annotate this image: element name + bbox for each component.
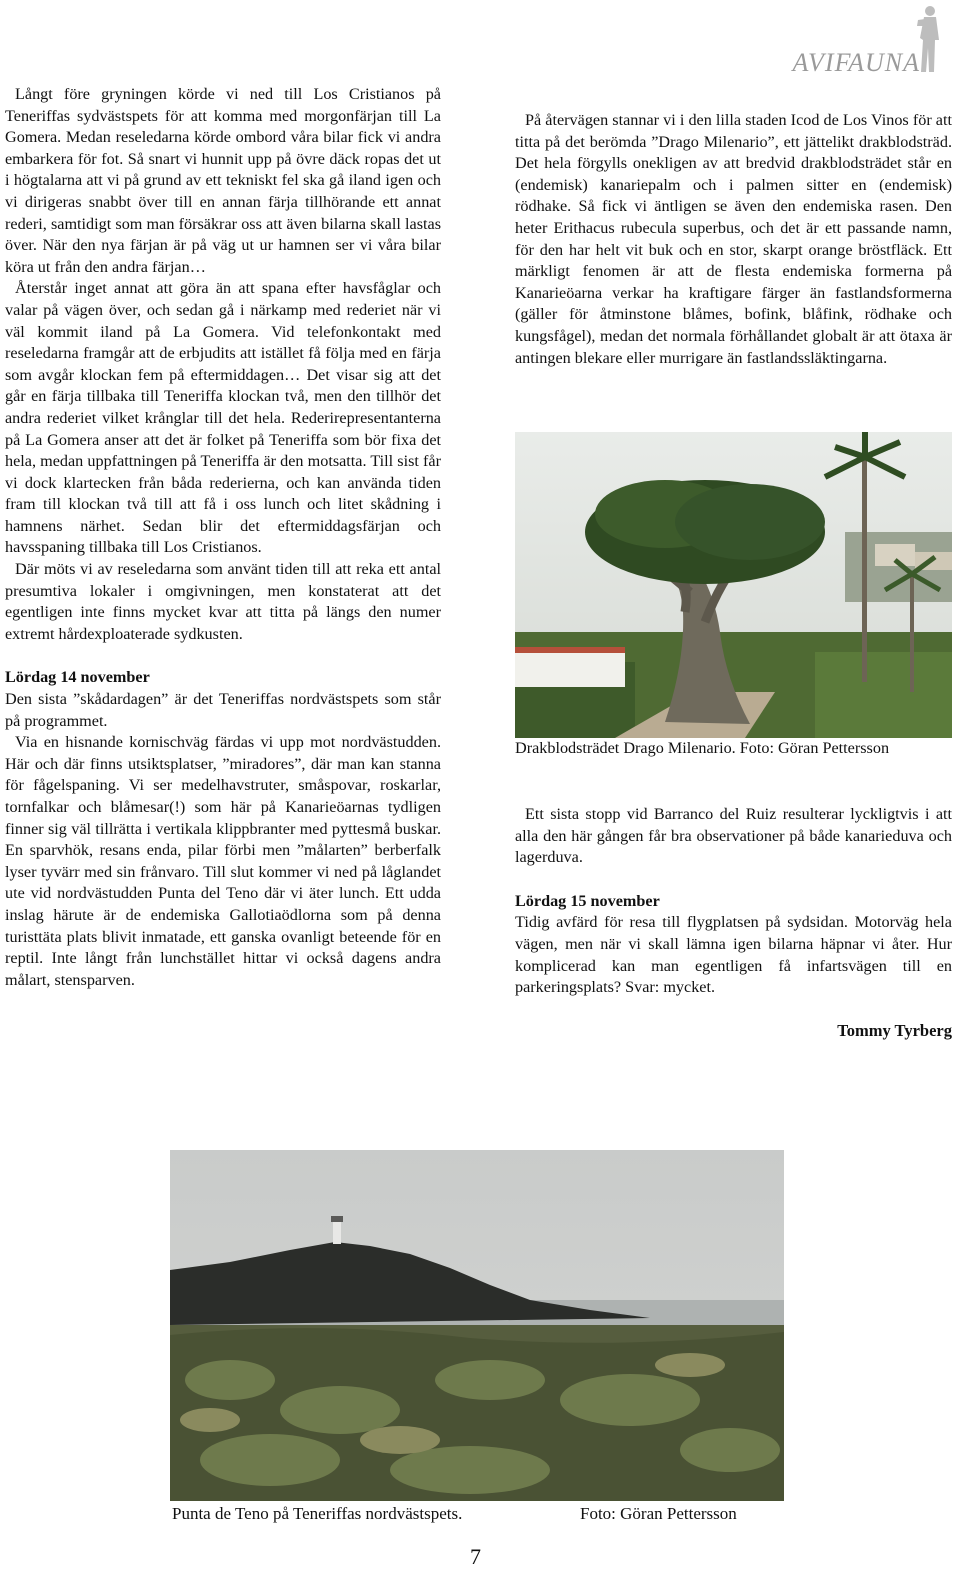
coast-caption-left: Punta de Teno på Teneriffas nordvästspets. xyxy=(172,1504,463,1523)
left-paragraph-2: Återstår inget annat att göra än att spana efter havsfåglar och valar på vägen över, och sedan gå i närkamp med rederiet när vi väl kommit iland på La Gomera. Vid telefonkontakt med reseledarna framgår att de erbjudits att istället få följa med en färja som avgår klockan fem på eftermiddagen… Det visar sig att det går en färja tillbaka till Teneriffa klockan två, men den tillhör det andra rederiet vilket krånglar till det hela. Rederirepresentanterna på La Gomera anser att det är folket på Teneriffa som bör fixa det hela, medan uppfattningen på Teneriffa är den motsatta. Till sist får vi dock klartecken från båda rederierna, och kan använda tiden fram till klockan två till att få i oss lunch och litet skådning i hamnens närhet. Sedan blir det eftermiddagsfärjan och havsspaning tillbaka till Los Cristianos. xyxy=(5,279,441,557)
coast-caption-right: Foto: Göran Pettersson xyxy=(580,1504,737,1523)
heading-lordag-14: Lördag 14 november xyxy=(5,668,150,687)
right-paragraph-2: Ett sista stopp vid Barranco del Ruiz resulterar lyckligtvis i att alla den här gången får bra observationer på både kanarieduva och lagerduva. xyxy=(515,805,952,867)
dragon-tree-caption: Drakblodsträdet Drago Milenario. Foto: Göran Pettersson xyxy=(515,739,890,757)
punta-de-teno-photo xyxy=(170,1150,784,1501)
right-column-lower xyxy=(515,804,952,999)
right-paragraph-1: På återvägen stannar vi i den lilla staden Icod de Los Vinos för att titta på det berömda ”Drago Milenario”, ett jättelikt drakblodsträd. Det hela förgylls onekligen av att bredvid drakblodsträdet står en (endemisk) kanariepalm och i palmen sitter en (endemisk) rödhake. Så fick vi äntligen se även den endemiska rasen. Den heter Erithacus rubecula superbus, och det är ett passande namn, för den har helt vit buk och en stor, skarpt orange bröstfläck. Ett märkligt fenomen är att de flesta endemiska formerna på Kanarieöarna verkar ha kraftigare färger än fastlandsformerna (gäller för åtminstone blåmes, bofink, blåfink, rödhake och kungsfågel), medan det normala förhållandet globalt är att ötaxa är antingen blekare eller murrigare än fastlandssläktingarna. xyxy=(515,111,952,367)
page-number: 7 xyxy=(470,1544,481,1569)
right-paragraph-3: Tidig avfärd för resa till flygplatsen på sydsidan. Motorväg hela vägen, men när vi skall lämna igen bilarna häpnar vi åter. Hur komplicerad kan man egentligen få infartsvägen till en parkeringsplats? Svar: mycket. xyxy=(515,913,952,997)
left-paragraph-1: Långt före gryningen körde vi ned till Los Cristianos på Teneriffas sydvästspets för att komma med morgonfärjan till La Gomera. Medan reseledarna körde ombord våra bilar fick vi andra embarkera för fot. Så snart vi hunnit upp på övre däck ropas det ut i högtalarna att vi på grund av ett tekniskt fel ska gå iland igen och vi dirigeras snabbt över till en annan färja tillhörande ett annat rederi, samtidigt som man försäkrar oss att även bilarna skall lastas över. När den nya färjan är på väg ut ur hamnen ser vi våra bilar köra ut från den andra färjan… xyxy=(5,85,441,276)
left-column xyxy=(5,84,441,991)
dragon-tree-photo xyxy=(515,432,952,738)
right-column xyxy=(515,110,952,369)
left-paragraph-4: Den sista ”skådardagen” är det Teneriffas nordvästspets som står på programmet. xyxy=(5,690,441,730)
heading-lordag-15: Lördag 15 november xyxy=(515,891,660,910)
logo-text: AVIFAUNA xyxy=(792,48,920,77)
avifauna-logo xyxy=(792,4,950,77)
author-name: Tommy Tyrberg xyxy=(837,1021,952,1040)
left-paragraph-5: Via en hisnande kornischväg färdas vi upp mot nordvästudden. Här och där finns utsiktsplatser, ”miradores”, där man kan stanna för fågelspaning. Vi ser medelhavstruter, småspovar, roskarlar, tornfalkar och blåmesar(!) som här på Kanarieöarnas tydligen finner sig väl tillrätta i vertikala klippbranter med pyttesmå buskar. En sparvhök, resans enda, pilar förbi men ”målarten” berberfalk lyser tyvärr med sin frånvaro. Till slut kommer vi ned på låglandet ute vid nordvästudden Punta del Teno där vi äter lunch. Ett udda inslag härute är de endemiska Gallotiaödlorna som på denna turisttäta plats blivit inmatade, ett ganska ovanligt beteende för en reptil. Inte långt från lunchstället hittar vi också dagens andra målart, stensparven. xyxy=(5,733,441,989)
left-paragraph-3: Där möts vi av reseledarna som använt tiden till att reka ett antal presumtiva lokaler i omgivningen, men konstaterat att det egentligen inte finns mycket kvar att titta på längs den numer extremt hårdexploaterade sydkusten. xyxy=(5,560,441,643)
